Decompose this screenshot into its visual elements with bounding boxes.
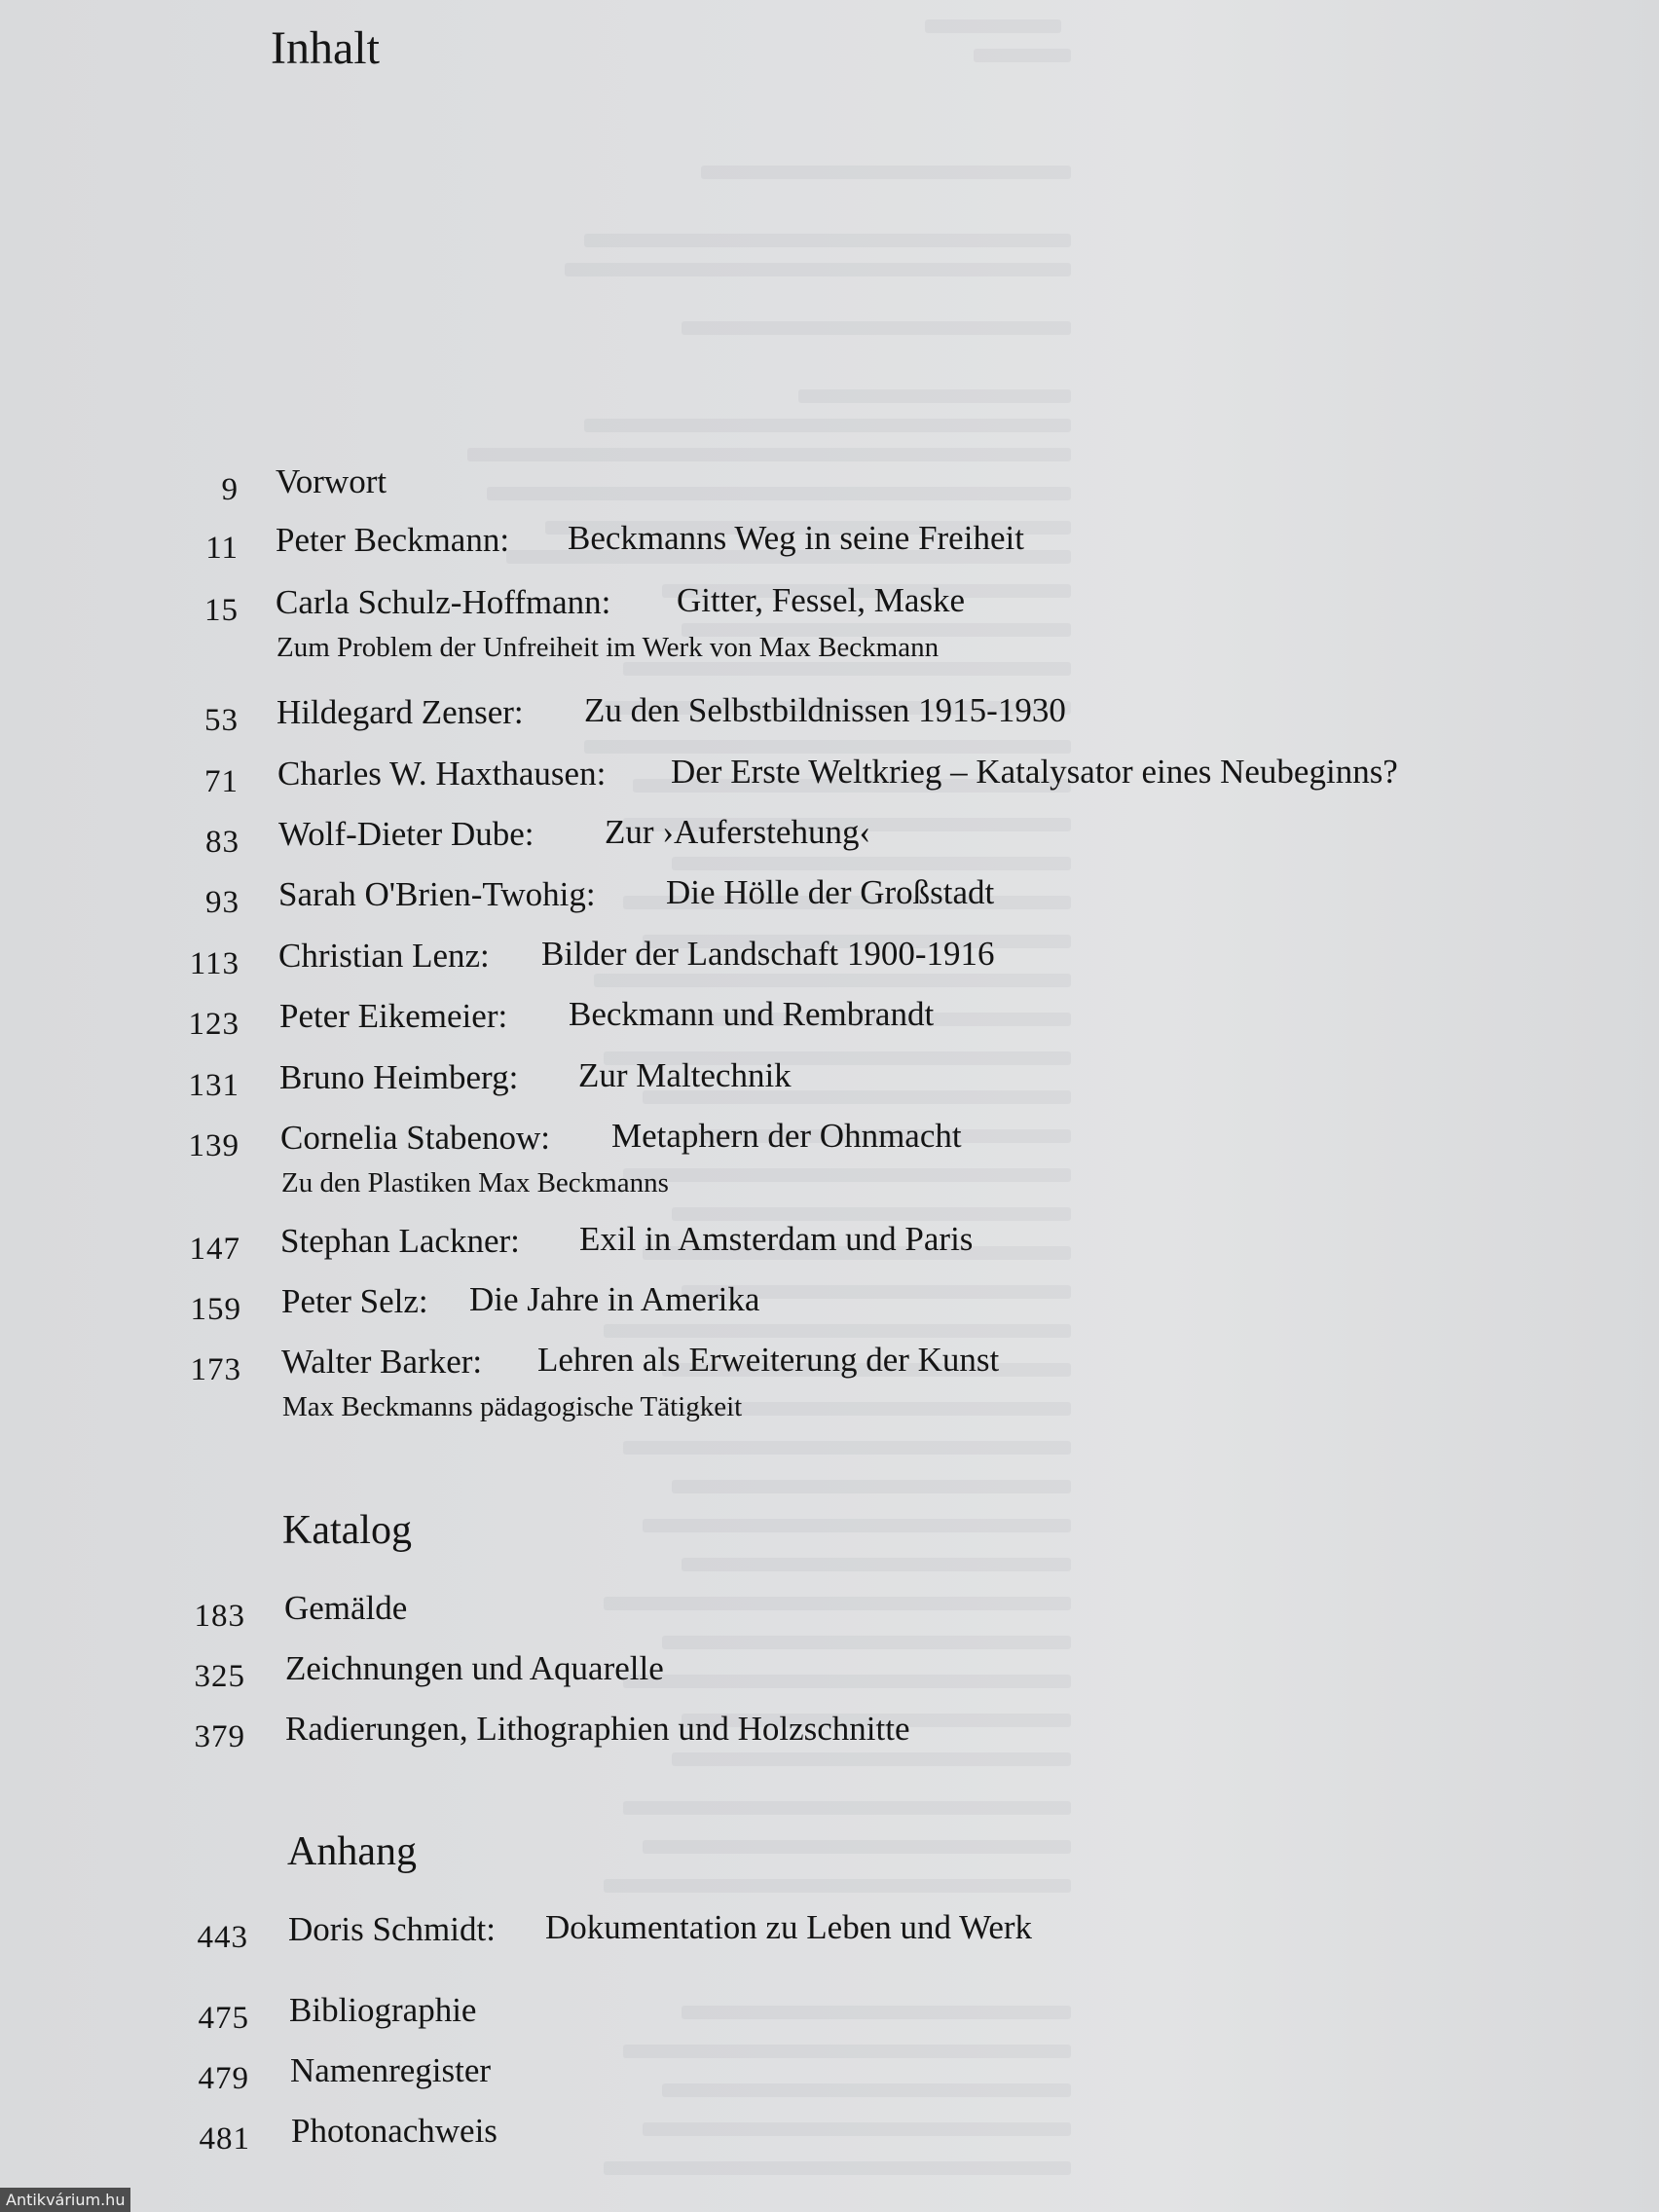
entry-title: Zur ›Auferstehung‹: [605, 813, 871, 851]
watermark: Antikvárium.hu: [0, 2188, 130, 2212]
page-number: 15: [204, 593, 239, 628]
entry-title: Bibliographie: [289, 1991, 477, 2029]
page-number: 481: [199, 2121, 250, 2157]
entry-author: Cornelia Stabenow:: [280, 1119, 551, 1157]
entry-title: Metaphern der Ohnmacht: [611, 1117, 962, 1155]
show-through-line: [467, 448, 1071, 461]
entry-title: Gemälde: [284, 1589, 408, 1627]
entry-author: Walter Barker:: [281, 1343, 483, 1381]
toc-entry: [0, 1587, 1659, 1645]
page-number: 479: [198, 2061, 249, 2096]
entry-title: Exil in Amsterdam und Paris: [579, 1220, 974, 1258]
show-through-line: [604, 1879, 1071, 1893]
toc-entry: [0, 519, 1659, 577]
show-through-line: [584, 234, 1071, 247]
entry-title: Bilder der Landschaft 1900-1916: [541, 935, 995, 973]
toc-entry: [0, 1908, 1659, 1967]
entry-author: Wolf-Dieter Dube:: [278, 815, 535, 853]
toc-entry: [0, 753, 1659, 811]
page-number: 159: [190, 1292, 241, 1327]
show-through-line: [682, 1558, 1071, 1571]
page-number: 71: [204, 764, 239, 799]
entry-author: Charles W. Haxthausen:: [277, 755, 607, 793]
show-through-line: [798, 389, 1071, 403]
entry-subtitle: Zum Problem der Unfreiheit im Werk von Max Beckmann: [276, 632, 940, 663]
toc-entry: [0, 1647, 1659, 1706]
page-number: 173: [190, 1352, 241, 1387]
show-through-line: [925, 19, 1061, 33]
toc-entry: [0, 462, 1659, 521]
entry-title: Die Jahre in Amerika: [469, 1280, 760, 1318]
toc-entry: [0, 935, 1659, 993]
show-through-line: [643, 1840, 1071, 1854]
page-number: 9: [221, 472, 239, 507]
entry-author: Hildegard Zenser:: [276, 693, 524, 731]
entry-title: Namenregister: [290, 2051, 492, 2089]
entry-title: Dokumentation zu Leben und Werk: [545, 1908, 1033, 1946]
entry-title: Radierungen, Lithographien und Holzschnitte: [285, 1710, 910, 1748]
page-number: 93: [205, 885, 240, 920]
page-number: 325: [194, 1659, 245, 1694]
entry-author: Christian Lenz:: [278, 937, 490, 975]
entry-title: Beckmann und Rembrandt: [569, 995, 935, 1033]
toc-entry: [0, 1117, 1659, 1198]
page-number: 113: [189, 946, 240, 981]
entry-subtitle: Max Beckmanns pädagogische Tätigkeit: [282, 1391, 743, 1422]
entry-title: Die Hölle der Großstadt: [666, 873, 995, 911]
entry-author: Doris Schmidt:: [288, 1910, 496, 1948]
toc-entry: [0, 1341, 1659, 1422]
show-through-line: [643, 1519, 1071, 1532]
entry-title: Photonachweis: [291, 2112, 498, 2150]
toc-entry: [0, 1708, 1659, 1766]
anhang-heading: Anhang: [287, 1829, 417, 1874]
entry-title: Zur Maltechnik: [578, 1056, 792, 1094]
entry-author: Bruno Heimberg:: [279, 1058, 519, 1096]
entry-title: Gitter, Fessel, Maske: [677, 581, 966, 619]
page-title: Inhalt: [271, 22, 380, 74]
toc-entry: [0, 1989, 1659, 2047]
page-number: 183: [194, 1599, 245, 1634]
toc-entry: [0, 813, 1659, 871]
entry-subtitle: Zu den Plastiken Max Beckmanns: [281, 1167, 669, 1198]
toc-entry: [0, 581, 1659, 663]
katalog-heading: Katalog: [282, 1508, 412, 1553]
show-through-line: [974, 49, 1071, 62]
entry-author: Peter Beckmann:: [276, 521, 510, 559]
entry-author: Carla Schulz-Hoffmann:: [276, 583, 611, 621]
page-number: 147: [189, 1232, 240, 1267]
toc-entry: [0, 995, 1659, 1053]
toc-entry: [0, 1280, 1659, 1339]
show-through-line: [682, 321, 1071, 335]
page-number: 83: [205, 825, 240, 860]
page-number: 443: [197, 1920, 248, 1955]
entry-title: Vorwort: [276, 462, 387, 500]
toc-entry: [0, 2110, 1659, 2168]
entry-author: Stephan Lackner:: [280, 1222, 520, 1260]
show-through-line: [623, 1441, 1071, 1455]
page-number: 379: [194, 1719, 245, 1754]
entry-title: Der Erste Weltkrieg – Katalysator eines Neubeginns?: [671, 753, 1398, 791]
show-through-line: [672, 1207, 1071, 1221]
entry-title: Beckmanns Weg in seine Freiheit: [568, 519, 1024, 557]
page-number: 475: [198, 2001, 249, 2036]
page-number: 139: [188, 1128, 240, 1163]
page-number: 131: [188, 1068, 240, 1103]
show-through-line: [701, 166, 1071, 179]
show-through-line: [623, 1801, 1071, 1815]
toc-entry: [0, 1056, 1659, 1115]
show-through-line: [623, 662, 1071, 676]
page-number: 123: [188, 1007, 240, 1042]
entry-author: Sarah O'Brien-Twohig:: [278, 875, 596, 913]
show-through-line: [565, 263, 1071, 276]
entry-title: Zeichnungen und Aquarelle: [285, 1649, 664, 1687]
page-number: 53: [204, 703, 239, 738]
toc-entry: [0, 691, 1659, 750]
entry-title: Zu den Selbstbildnissen 1915-1930: [584, 691, 1066, 729]
show-through-line: [584, 419, 1071, 432]
entry-title: Lehren als Erweiterung der Kunst: [537, 1341, 1000, 1379]
toc-entry: [0, 1220, 1659, 1278]
toc-entry: [0, 2049, 1659, 2108]
entry-author: Peter Eikemeier:: [279, 997, 508, 1035]
show-through-line: [672, 1480, 1071, 1493]
entry-author: Peter Selz:: [281, 1282, 428, 1320]
page-number: 11: [205, 531, 239, 566]
toc-entry: [0, 873, 1659, 932]
